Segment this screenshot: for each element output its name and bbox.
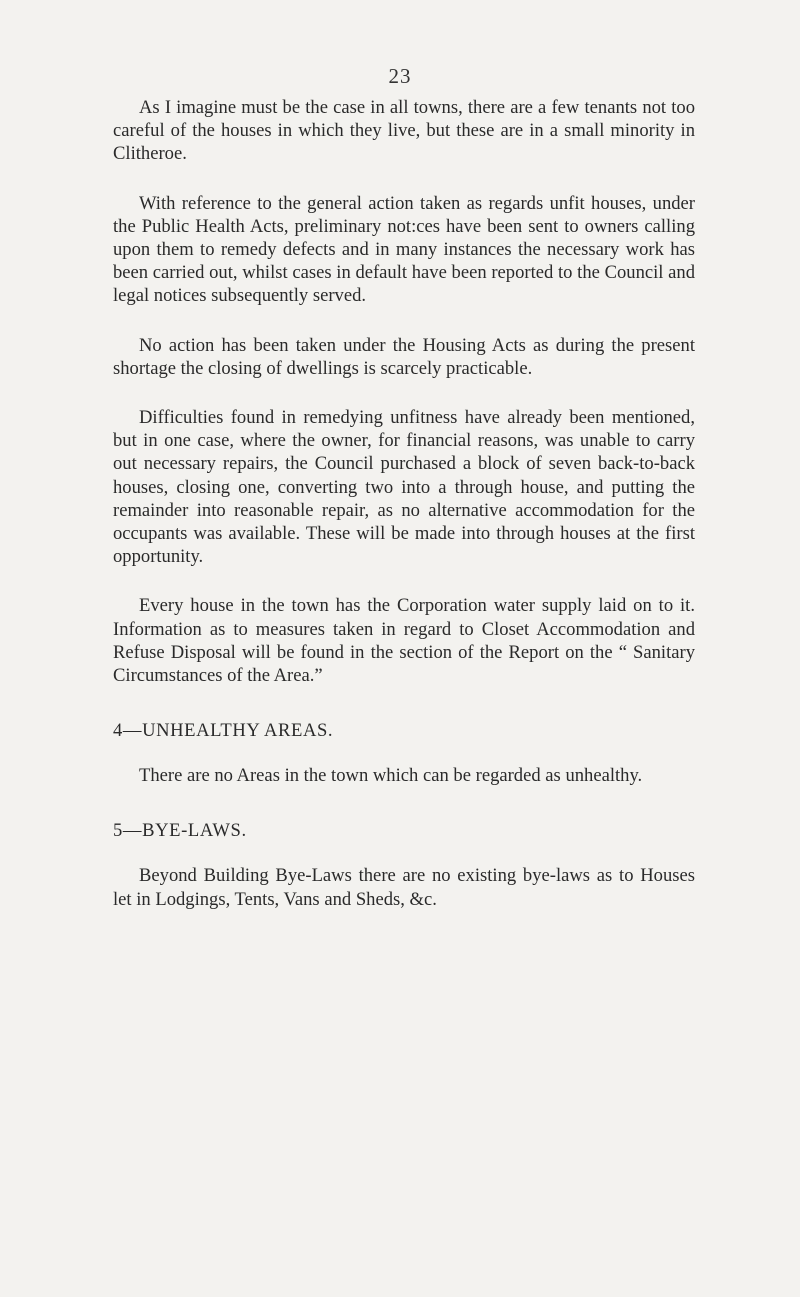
paragraph-difficulties: Difficulties found in remedying unfitness have already been mentioned, but in one case, where the owner, for financial reasons, was unable to carry out necessary repairs, the Council purchased a block of seven back-to-back houses, closing one, converting two into a through house, and putting the remainder into reasonable repair, as no alternative accommodation for the occupants was available. These will be made into through houses at the first opportunity. <box>113 407 695 568</box>
heading-unhealthy-areas: 4—UNHEALTHY AREAS. <box>113 720 334 742</box>
paragraph-water-supply: Every house in the town has the Corporation water supply laid on to it. Information as to measures taken in regard to Closet Accommodation and Refuse Disposal will be found in the section of the Report on the “ Sanitary Circumstances of the Area.” <box>113 595 695 687</box>
paragraph-unfit-houses: With reference to the general action taken as regards unfit houses, under the Public Health Acts, preliminary not:ces have been sent to owners calling upon them to remedy defects and in many instances the necessary work has been carried out, whilst cases in default have been reported to the Council and legal notices subsequently served. <box>113 192 695 307</box>
page-number: 23 <box>388 64 412 88</box>
heading-bye-laws: 5—BYE-LAWS. <box>113 820 247 842</box>
paragraph-bye-laws: Beyond Building Bye-Laws there are no existing bye-laws as to Houses let in Lodgings, Tents, Vans and Sheds, &c. <box>113 865 695 910</box>
paragraph-tenants: As I imagine must be the case in all towns, there are a few tenants not too careful of the houses in which they live, but these are in a small minority in Clitheroe. <box>113 97 695 165</box>
body-text <box>113 96 695 911</box>
paragraph-unhealthy-areas: There are no Areas in the town which can be regarded as unhealthy. <box>139 765 643 787</box>
paragraph-housing-acts: No action has been taken under the Housing Acts as during the present shortage the closing of dwellings is scarcely practicable. <box>113 334 695 379</box>
